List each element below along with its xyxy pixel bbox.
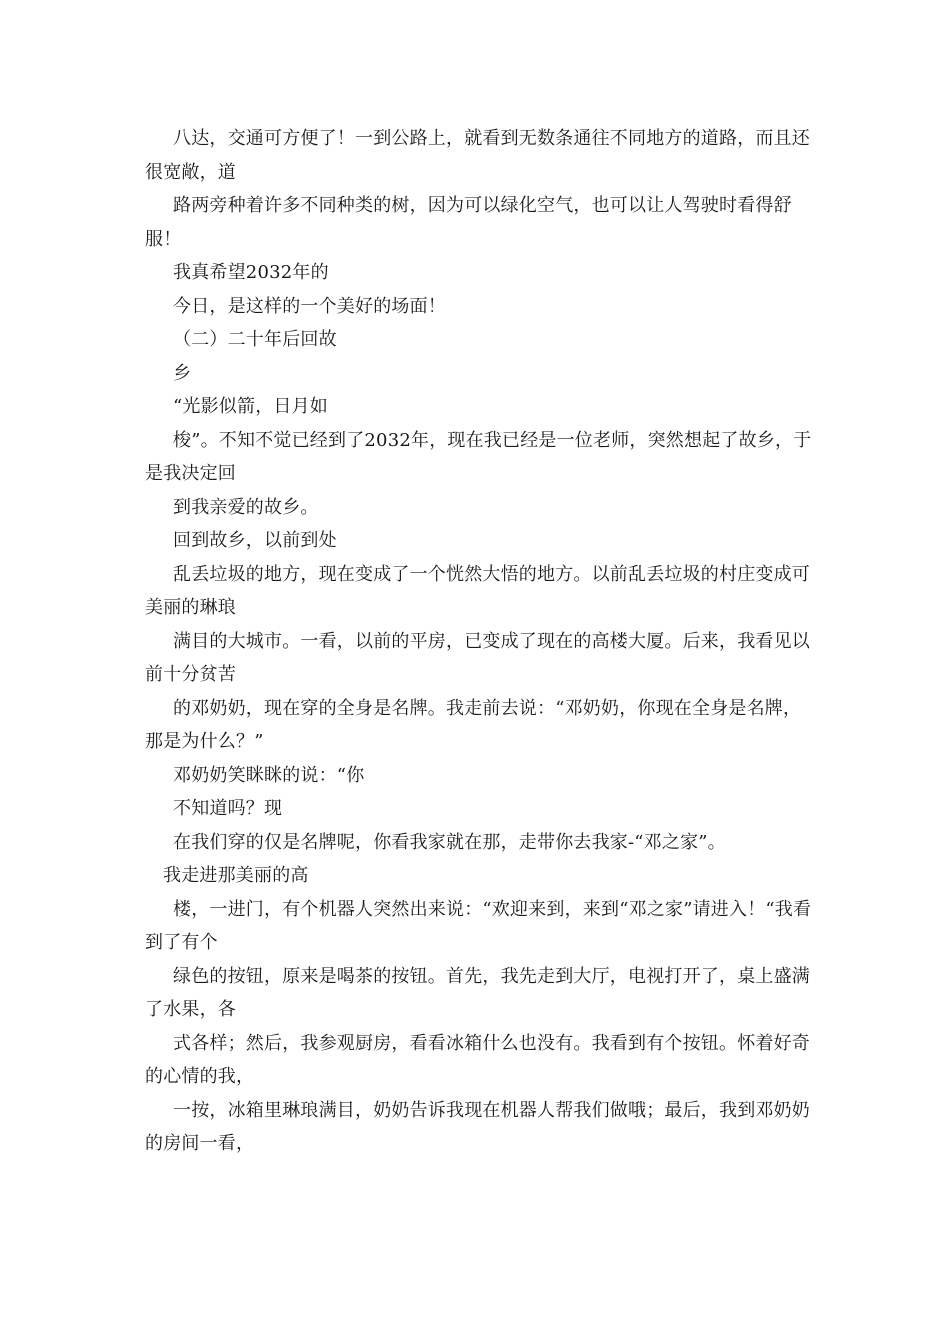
paragraph: 满目的大城市。一看，以前的平房，已变成了现在的高楼大厦。后来，我看见以前十分贫苦 — [145, 630, 810, 685]
paragraph: 到我亲爱的故乡。 — [173, 496, 319, 518]
paragraph: 乡 — [173, 362, 192, 384]
paragraph: 梭”。不知不觉已经到了2032年，现在我已经是一位老师，突然想起了故乡，于是我决定回 — [145, 429, 812, 484]
paragraph: 回到故乡，以前到处 — [173, 530, 337, 551]
paragraph: 绿色的按钮，原来是喝茶的按钮。首先，我先走到大厅，电视打开了，桌上盛满了水果，各 — [145, 965, 810, 1020]
paragraph: 今日，是这样的一个美好的场面！ — [173, 295, 446, 317]
paragraph: 一按，冰箱里琳琅满目，奶奶告诉我现在机器人帮我们做哦；最后，我到邓奶奶的房间一看， — [145, 1099, 810, 1154]
paragraph: 路两旁种着许多不同种类的树，因为可以绿化空气，也可以让人驾驶时看得舒服！ — [145, 195, 792, 250]
paragraph: 楼，一进门，有个机器人突然出来说：“欢迎来到，来到“邓之家”请进入！“我看到了有个 — [145, 898, 812, 953]
paragraph: 乱丢垃圾的地方，现在变成了一个恍然大悟的地方。以前乱丢垃圾的村庄变成可美丽的琳琅 — [145, 563, 810, 618]
paragraph: 八达，交通可方便了！一到公路上，就看到无数条通往不同地方的道路，而且还很宽敞，道 — [145, 128, 810, 183]
paragraph: 在我们穿的仅是名牌呢，你看我家就在那，走带你去我家-“邓之家”。 — [173, 831, 726, 853]
paragraph: 我真希望2032年的 — [173, 262, 329, 283]
paragraph: 邓奶奶笑眯眯的说：“你 — [173, 764, 365, 786]
paragraph: 式各样；然后，我参观厨房，看看冰箱什么也没有。我看到有个按钮。怀着好奇的心情的我， — [145, 1032, 810, 1087]
paragraph: “光影似箭，日月如 — [173, 396, 329, 417]
section-heading: （二）二十年后回故 — [173, 329, 337, 350]
paragraph: 的邓奶奶，现在穿的全身是名牌。我走前去说：“邓奶奶，你现在全身是名牌，那是为什么？” — [145, 697, 802, 752]
paragraph: 我走进那美丽的高 — [163, 865, 309, 886]
paragraph: 不知道吗？现 — [173, 798, 283, 819]
article-body — [145, 122, 815, 1161]
